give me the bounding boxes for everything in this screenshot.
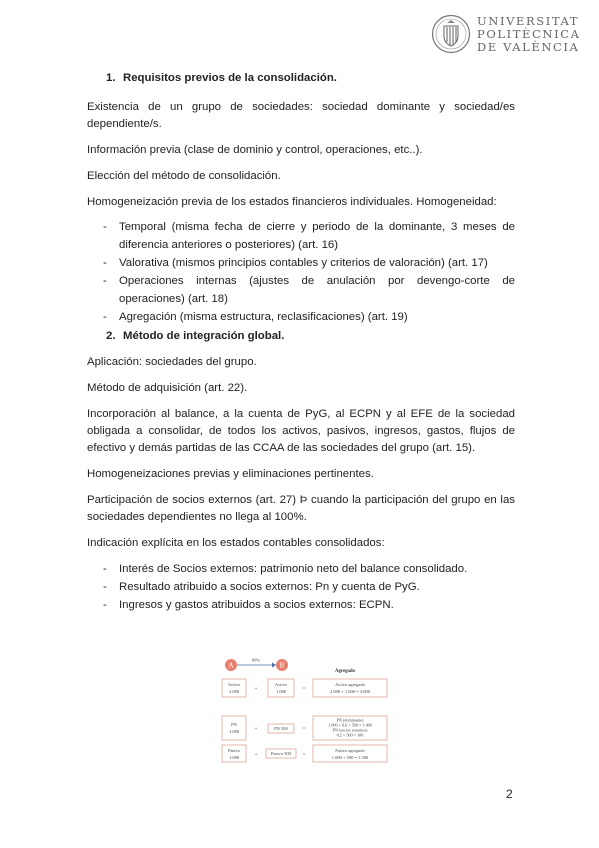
paragraph-eliminaciones: Homogeneizaciones previas y eliminaciones pertinentes. [87,468,374,480]
logo-line-1: UNIVERSITAT [477,14,580,28]
pasivo-a-value: 1.000 [228,755,240,760]
paragraph-indicacion: Indicación explícita en los estados contables consolidados: [87,537,385,549]
paragraph-informacion: Información previa (clase de dominio y control, operaciones, etc..). [87,144,423,156]
list-item: - Temporal (misma fecha de cierre y periodo de la dominante, 3 meses de diferencia anteriores o posteriores) (art. 16) [87,218,515,254]
activo-a-label: Activo [227,682,241,687]
list-item: - Operaciones internas (ajustes de anulación por devengo-corte de operaciones) (art. 18) [87,272,515,308]
logo-line-2: POLITÈCNICA [477,27,581,41]
homogeneidad-list [87,218,515,326]
pasivo-b-label: Pasivo 500 [271,751,291,756]
plus-sign: + [254,753,258,758]
activo-agregado-label: Activo agregado [335,682,365,687]
activo-agregado-value: 2.000 + 1.000 = 3.000 [330,689,370,694]
equals-sign: = [302,727,306,732]
plus-sign: + [254,727,258,732]
pn-dominante-label: PN (dominante) [336,717,364,723]
pasivo-agregado-label: Pasivo agregado [335,748,365,753]
pn-socios-label: PN (socios externos) [332,727,368,733]
paragraph-incorporacion: Incorporación al balance, a la cuenta de PyG, al ECPN y al EFE de la sociedad obligada a consolidar, de todos los activos, pasivos, ingresos, gastos, flujos de efectivo y demás partidas de las CCAA de las sociedades del grupo (art. 15). [87,408,515,454]
list-item: - Agregación (misma estructura, reclasificaciones) (art. 19) [87,308,515,326]
pn-b-label: PN 500 [274,726,288,731]
socios-externos-list [87,560,515,614]
section-1-number: 1. [106,72,116,84]
activo-a-value: 2.000 [228,689,240,694]
paragraph-grupo: Existencia de un grupo de sociedades: sociedad dominante y sociedad/es dependiente/s. [87,101,515,130]
pasivo-a-label: Pasivo [227,748,241,753]
document-body [87,70,515,614]
paragraph-adquisicion: Método de adquisición (art. 22). [87,382,248,394]
paragraph-eleccion: Elección del método de consolidación. [87,170,281,182]
list-item: - Interés de Socios externos: patrimonio neto del balance consolidado. [87,560,515,578]
section-2-heading [87,328,515,345]
university-seal-icon [431,14,471,54]
section-1-title: Requisitos previos de la consolidación. [123,72,337,84]
university-logo [431,14,591,58]
section-2-number: 2. [106,330,116,342]
equals-sign: = [302,753,306,758]
section-1-heading [87,70,515,87]
percent-label: 60% [251,657,261,663]
list-item: - Resultado atribuido a socios externos: Pn y cuenta de PyG. [87,578,515,596]
node-a-label: A [228,661,234,670]
consolidation-diagram [220,654,390,766]
pn-a-label: PN [231,722,237,727]
section-2-title: Método de integración global. [123,330,285,342]
activo-b-label: Activo [274,682,288,687]
pn-socios-value: 0,2 × 500 = 100 [336,732,364,738]
page-number: 2 [506,787,513,801]
university-name [477,15,581,54]
paragraph-aplicacion: Aplicación: sociedades del grupo. [87,356,257,368]
agregado-header: Agregado [335,669,355,674]
pasivo-agregado-value: 1.000 + 500 = 1.500 [331,755,369,760]
pn-a-box [222,716,246,740]
pn-dominante-value: 1.000 + 0,6 × 500 = 1.400 [328,722,372,728]
paragraph-socios-externos: Participación de socios externos (art. 27) Þ cuando la participación del grupo en las sociedades dependientes no llega al 100%. [87,494,515,523]
activo-b-value: 1.000 [275,689,287,694]
pn-a-value: 1.000 [228,729,240,734]
list-item: - Valorativa (mismos principios contables y criterios de valoración) (art. 17) [87,254,515,272]
logo-line-3: DE VALÈNCIA [477,40,580,54]
arrow-head-icon [272,663,276,668]
node-b-label: B [279,661,285,670]
plus-sign: + [254,687,258,692]
equals-sign: = [302,687,306,692]
paragraph-homogeneizacion: Homogeneización previa de los estados financieros individuales. Homogeneidad: [87,196,497,208]
list-item: - Ingresos y gastos atribuidos a socios externos: ECPN. [87,596,515,614]
